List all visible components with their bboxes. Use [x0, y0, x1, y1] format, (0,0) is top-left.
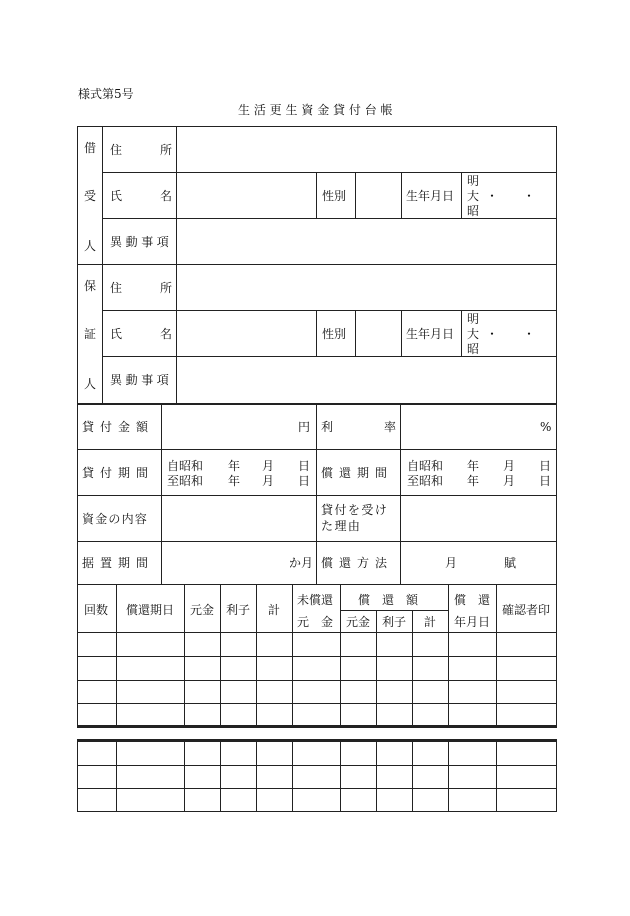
repay-period-label: 償還期間 [321, 466, 394, 480]
border [77, 656, 557, 657]
col-unpaid-top: 未償還 [297, 593, 334, 607]
loan-amount-label: 貸付金額 [82, 420, 155, 434]
repay-method-label: 償還方法 [321, 556, 394, 570]
border [77, 811, 557, 812]
purpose-label: 資金の内容 [82, 512, 149, 526]
borrower-address-label: 所 [160, 143, 173, 157]
border [77, 680, 557, 681]
months-unit: か月 [289, 556, 314, 570]
percent-unit: % [540, 420, 552, 434]
border [292, 584, 293, 725]
guarantor-era: 大 [467, 327, 480, 341]
border [102, 218, 557, 219]
border [556, 742, 557, 812]
loan-to-label: 至昭和 [167, 474, 204, 488]
ymd: 月 [262, 474, 275, 488]
reason-label: 貸付を受け [321, 503, 389, 517]
border [556, 584, 557, 726]
border [496, 742, 497, 811]
ymd: 日 [539, 474, 552, 488]
border [184, 742, 185, 811]
border [102, 172, 557, 173]
border [355, 172, 356, 218]
rate-label: 利 [321, 420, 334, 434]
border [448, 584, 449, 725]
borrower-address-label: 住 [110, 143, 123, 157]
form-number: 様式第5号 [78, 87, 134, 101]
border [102, 126, 103, 404]
col-count: 回数 [84, 603, 109, 617]
border [77, 495, 557, 496]
guarantor-date-dot: ・ [486, 327, 499, 341]
guarantor-gender-label: 性別 [322, 327, 347, 341]
borrower-group-label: 受 [84, 189, 97, 203]
border [256, 584, 257, 725]
border [292, 742, 293, 811]
border [77, 742, 78, 812]
thick-rule [77, 725, 557, 728]
border [77, 703, 557, 704]
border [376, 742, 377, 811]
ymd: 年 [228, 474, 241, 488]
border [77, 449, 557, 450]
repay-to-label: 至昭和 [407, 474, 444, 488]
ymd: 日 [539, 459, 552, 473]
borrower-changes-label: 異動事項 [110, 235, 173, 249]
page-title: 生活更生資金貸付台帳 [238, 103, 397, 117]
border [316, 405, 317, 584]
loan-from-label: 自昭和 [167, 459, 204, 473]
col-principal: 元金 [190, 603, 215, 617]
borrower-date-dot: ・ [486, 189, 499, 203]
borrower-era: 大 [467, 189, 480, 203]
border [77, 584, 78, 726]
border [496, 584, 497, 725]
border [184, 584, 185, 725]
ymd: 年 [467, 474, 480, 488]
border [176, 126, 177, 404]
borrower-gender-label: 性別 [322, 189, 347, 203]
border [77, 584, 557, 585]
col-repaid-date-bottom: 年月日 [454, 615, 491, 629]
border [400, 405, 401, 584]
border [77, 765, 557, 766]
grace-label: 据置期間 [82, 556, 155, 570]
guarantor-group-label: 人 [84, 377, 97, 391]
col-due-date: 償還期日 [126, 603, 175, 617]
border [116, 742, 117, 811]
border [401, 310, 402, 356]
guarantor-name-label: 名 [160, 327, 173, 341]
border [77, 126, 78, 405]
ymd: 年 [228, 459, 241, 473]
repay-from-label: 自昭和 [407, 459, 444, 473]
month-unit: 月 [445, 556, 458, 570]
ymd: 月 [503, 459, 516, 473]
reason-label: た理由 [321, 519, 362, 533]
yen-unit: 円 [298, 420, 311, 434]
section-divider [77, 403, 557, 405]
borrower-group-label: 借 [84, 141, 97, 155]
border [102, 310, 557, 311]
guarantor-birth-label: 生年月日 [406, 327, 455, 341]
borrower-era: 明 [467, 174, 480, 188]
border [161, 405, 162, 584]
section-divider [77, 264, 557, 265]
guarantor-group-label: 証 [84, 327, 97, 341]
thick-rule [77, 739, 557, 742]
border [340, 610, 448, 611]
col-confirm: 確認者印 [502, 603, 551, 617]
border [412, 742, 413, 811]
border [102, 356, 557, 357]
guarantor-era: 昭 [467, 342, 480, 356]
border [461, 172, 462, 218]
border [220, 584, 221, 725]
border [316, 310, 317, 356]
border [448, 742, 449, 811]
border [316, 172, 317, 218]
col-total: 計 [268, 603, 281, 617]
border [412, 610, 413, 725]
border [256, 742, 257, 811]
border [461, 310, 462, 356]
col-repaid-interest: 利子 [382, 615, 407, 629]
borrower-name-label: 氏 [110, 189, 123, 203]
border [401, 172, 402, 218]
col-repaid-total: 計 [424, 615, 437, 629]
borrower-date-dot: ・ [523, 189, 536, 203]
ymd: 日 [298, 474, 311, 488]
ymd: 日 [298, 459, 311, 473]
border [220, 742, 221, 811]
border [77, 788, 557, 789]
border [116, 584, 117, 725]
ymd: 月 [503, 474, 516, 488]
guarantor-changes-label: 異動事項 [110, 373, 173, 387]
border [340, 584, 341, 725]
installment-unit: 賦 [504, 556, 517, 570]
guarantor-era: 明 [467, 312, 480, 326]
border [77, 126, 557, 127]
border [355, 310, 356, 356]
border [77, 632, 557, 633]
borrower-group-label: 人 [84, 239, 97, 253]
guarantor-address-label: 住 [110, 281, 123, 295]
guarantor-address-label: 所 [160, 281, 173, 295]
guarantor-name-label: 氏 [110, 327, 123, 341]
guarantor-group-label: 保 [84, 279, 97, 293]
ymd: 年 [467, 459, 480, 473]
loan-period-label: 貸付期間 [82, 466, 155, 480]
borrower-name-label: 名 [160, 189, 173, 203]
col-interest: 利子 [226, 603, 251, 617]
borrower-birth-label: 生年月日 [406, 189, 455, 203]
border [77, 541, 557, 542]
ymd: 月 [262, 459, 275, 473]
border [340, 742, 341, 811]
border [556, 126, 557, 405]
guarantor-date-dot: ・ [523, 327, 536, 341]
col-repaid-amount: 償 還 額 [358, 593, 419, 607]
col-unpaid-bottom: 元 金 [297, 615, 334, 629]
borrower-era: 昭 [467, 204, 480, 218]
col-repaid-date-top: 償 還 [454, 593, 491, 607]
border [376, 610, 377, 725]
rate-label: 率 [384, 420, 397, 434]
col-repaid-principal: 元金 [346, 615, 371, 629]
